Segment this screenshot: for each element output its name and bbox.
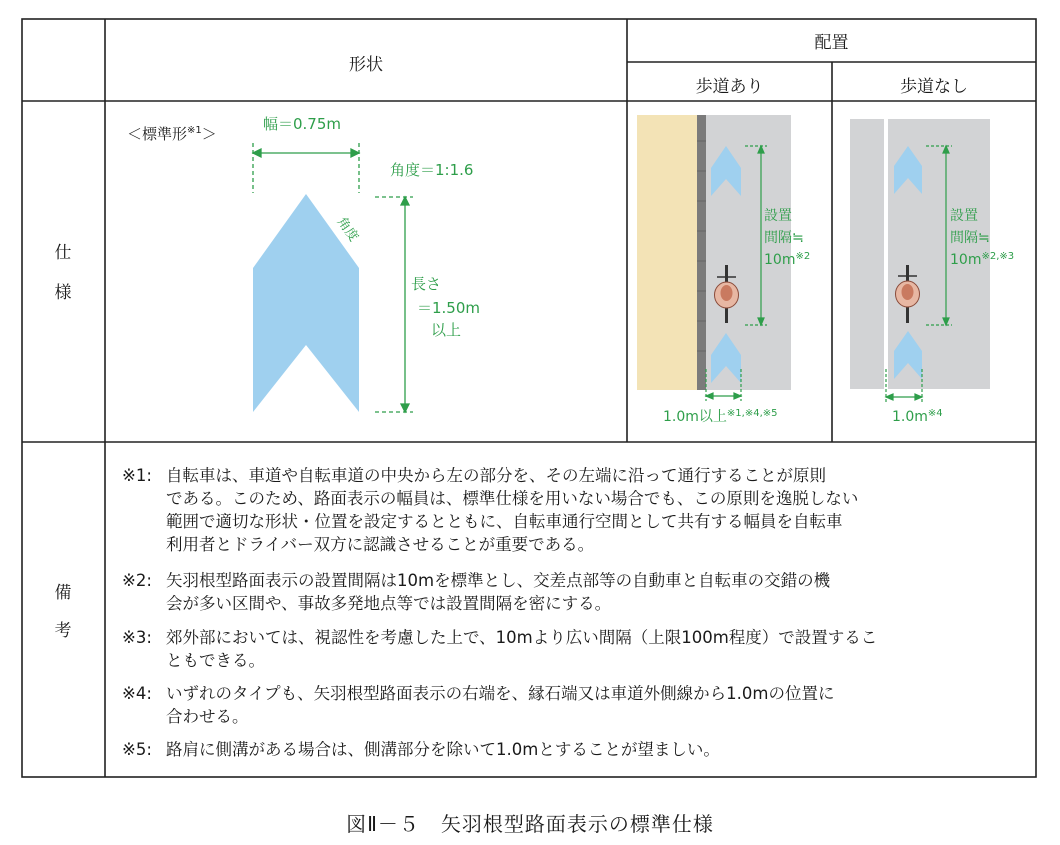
- shape-diagram: [105, 101, 627, 442]
- row-label-remarks-1: 備: [54, 583, 72, 603]
- standard-ref: ※1: [187, 125, 202, 136]
- standard-close: ＞: [201, 125, 217, 143]
- outer-line: [884, 119, 888, 389]
- note-2-line-2: 会が多い区間や、事故多発地点等では設置間隔を密にする。: [166, 594, 612, 613]
- offset-value-without: 1.0m: [892, 409, 928, 425]
- interval-ref-with: ※2: [795, 251, 811, 262]
- interval-line2-without: 間隔≒: [950, 230, 990, 246]
- standard-label: ＜標準形: [127, 125, 188, 143]
- interval-value-with: 10m: [764, 252, 796, 268]
- length-line2: ＝1.50m: [417, 299, 481, 317]
- note-4-mark: ※4:: [122, 684, 152, 703]
- sidewalk-area: [637, 115, 697, 390]
- offset-ref-with: ※1,※4,※5: [726, 408, 778, 419]
- placement-without-sidewalk-diagram: [832, 101, 1036, 442]
- note-1-mark: ※1:: [122, 466, 152, 485]
- svg-text:＜標準形※1＞: [127, 125, 217, 143]
- note-3-line-2: ともできる。: [166, 651, 265, 670]
- header-placement: 配置: [814, 33, 849, 53]
- note-1-line-2: である。このため、路面表示の幅員は、標準仕様を用いない場合でも、この原則を逸脱しない: [166, 489, 859, 508]
- figure-caption: 図Ⅱ－５ 矢羽根型路面表示の標準仕様: [346, 812, 714, 836]
- interval-value-without: 10m: [950, 252, 982, 268]
- interval-line1-with: 設置: [764, 208, 792, 224]
- interval-line2-with: 間隔≒: [764, 230, 804, 246]
- angle-label: 角度＝1:1.6: [390, 161, 474, 179]
- note-3-line-1: ※3: 郊外部においては、視認性を考慮した上で、10mより広い間隔（上限100m程度）で設置するこ: [122, 628, 878, 647]
- row-label-spec-1: 仕: [54, 243, 72, 263]
- offset-value-with: 1.0m以上: [663, 409, 727, 425]
- header-with-sidewalk: 歩道あり: [695, 77, 764, 97]
- offset-ref-without: ※4: [927, 408, 943, 419]
- placement-with-sidewalk-diagram: [627, 101, 832, 442]
- interval-line1-without: 設置: [950, 208, 978, 224]
- note-4-line-1: ※4: いずれのタイプも、矢羽根型路面表示の右端を、縁石端又は車道外側線から1.0mの位置に: [122, 684, 835, 703]
- note-2-line-1: ※2: 矢羽根型路面表示の設置間隔は10mを標準とし、交差点部等の自動車と自転車の交錯の機: [122, 571, 831, 590]
- header-without-sidewalk: 歩道なし: [900, 77, 968, 97]
- length-line1: 長さ: [411, 275, 442, 293]
- note-1-line-4: 利用者とドライバー双方に認識させることが重要である。: [166, 535, 595, 554]
- svg-text:1.0m※4: [892, 408, 943, 425]
- curb: [697, 115, 706, 390]
- note-4-line-2: 合わせる。: [166, 707, 249, 726]
- note-1-line-1: ※1: 自転車は、車道や自転車道の中央から左の部分を、その左端に沿って通行することが原則: [122, 466, 826, 485]
- header-shape: 形状: [349, 55, 383, 75]
- svg-text:10m※2: [764, 251, 810, 268]
- interval-ref-without: ※2,※3: [981, 251, 1015, 262]
- width-label: 幅＝0.75m: [263, 115, 342, 133]
- note-5-line-1: ※5: 路肩に側溝がある場合は、側溝部分を除いて1.0mとすることが望ましい。: [122, 740, 720, 759]
- note-3-mark: ※3:: [122, 628, 152, 647]
- row-label-remarks-2: 考: [54, 621, 72, 641]
- note-1-line-3: 範囲で適切な形状・位置を設定するとともに、自転車通行空間として共有する幅員を自転車: [166, 512, 843, 531]
- length-line3: 以上: [431, 321, 462, 339]
- svg-text:1.0m以上※1,※4,※5: [663, 408, 778, 425]
- note-5-mark: ※5:: [122, 740, 152, 759]
- row-label-spec-2: 様: [54, 283, 72, 303]
- note-2-mark: ※2:: [122, 571, 152, 590]
- angle-short-label: 角度: [333, 214, 361, 245]
